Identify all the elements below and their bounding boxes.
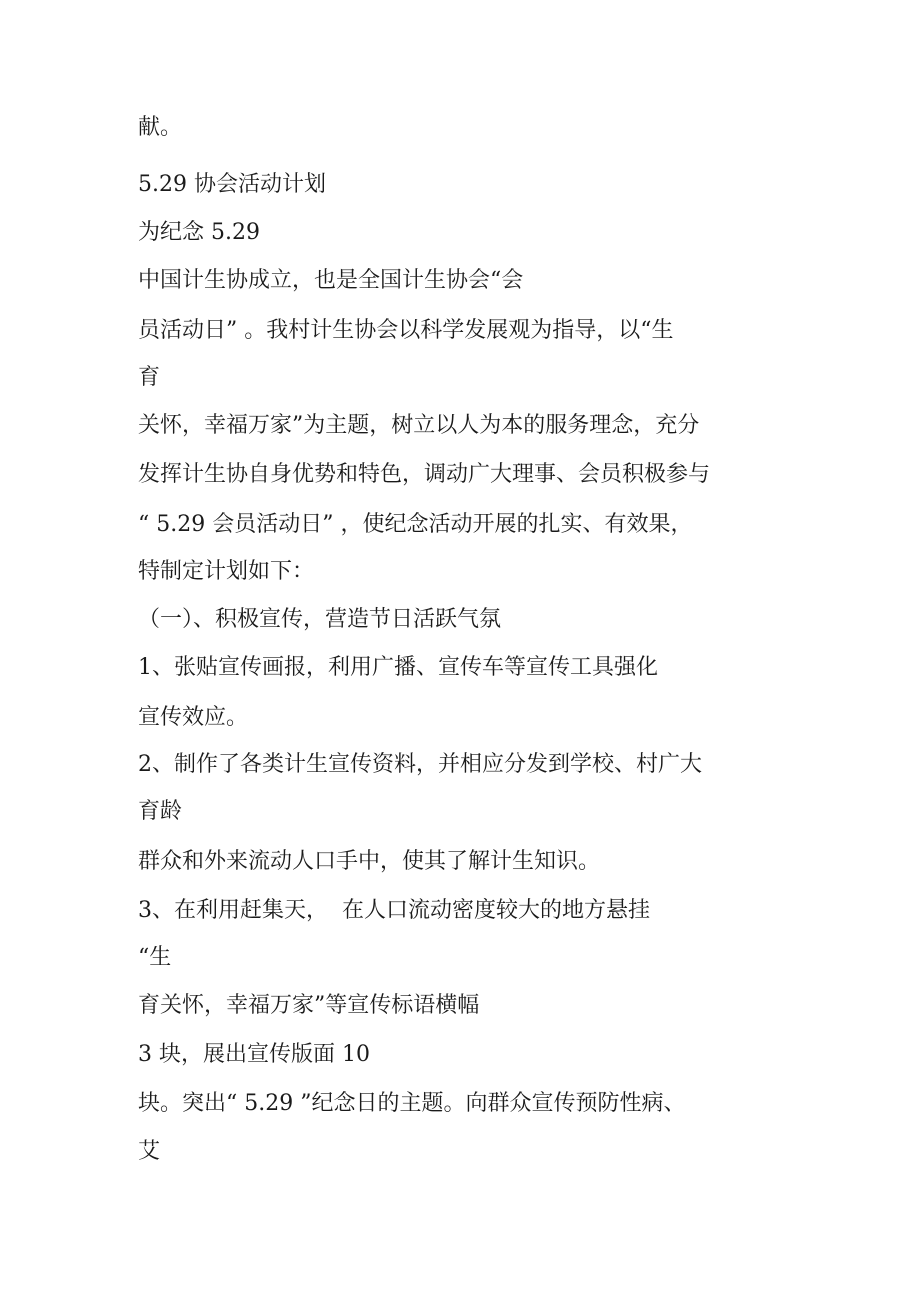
text-line: 3 块，展出宣传版面 10 <box>138 1042 370 1067</box>
text-line: 发挥计生协自身优势和特色，调动广大理事、会员积极参与 <box>138 462 711 487</box>
list-item: 3、在利用赶集天， 在人口流动密度较大的地方悬挂 <box>138 898 650 923</box>
text-line: 为纪念 5.29 <box>138 220 260 245</box>
list-item: 1、张贴宣传画报，利用广播、宣传车等宣传工具强化 <box>138 655 658 680</box>
section-heading: 5.29 协会活动计划 <box>138 172 326 197</box>
text-line: 中国计生协成立，也是全国计生协会“会 <box>138 268 524 293</box>
text-line: 育龄 <box>138 799 183 824</box>
list-item: 2、制作了各类计生宣传资料，并相应分发到学校、村广大 <box>138 752 702 777</box>
text-line: 艾 <box>138 1139 161 1164</box>
text-line: 关怀，幸福万家”为主题，树立以人为本的服务理念，充分 <box>138 413 700 438</box>
text-line: 员活动日” 。我村计生协会以科学发展观为指导，以“生 <box>138 318 674 343</box>
text-line: “生 <box>138 945 172 970</box>
text-line: 特制定计划如下： <box>138 559 315 584</box>
text-line: 群众和外来流动人口手中，使其了解计生知识。 <box>138 849 601 874</box>
subsection-heading: （一）、积极宣传，营造节日活跃气氛 <box>138 607 502 632</box>
text-line: 块。突出“ 5.29 ”纪念日的主题。向群众宣传预防性病、 <box>138 1091 686 1116</box>
text-line: 献。 <box>138 115 183 140</box>
text-line: 育关怀，幸福万家”等宣传标语横幅 <box>138 993 480 1018</box>
text-line: 育 <box>138 365 161 390</box>
text-line: 宣传效应。 <box>138 705 249 730</box>
text-line: “ 5.29 会员活动日” ，使纪念活动开展的扎实、有效果， <box>138 512 693 537</box>
